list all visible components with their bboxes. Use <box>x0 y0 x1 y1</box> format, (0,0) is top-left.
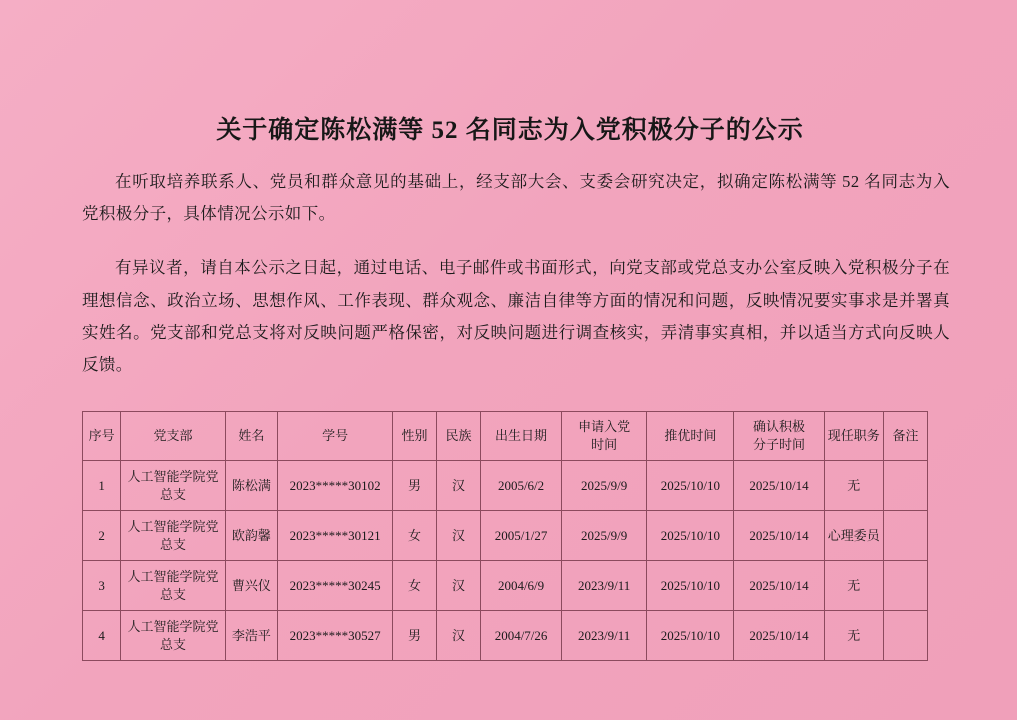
cell-nation: 汉 <box>437 561 481 611</box>
table-body <box>83 461 928 661</box>
cell-nation: 汉 <box>437 461 481 511</box>
col-confirm-time <box>734 412 824 461</box>
col-apply-time-line2: 时间 <box>591 437 618 453</box>
cell-student-id: 2023*****30102 <box>278 461 393 511</box>
cell-seq: 2 <box>83 511 121 561</box>
cell-confirm-time: 2025/10/14 <box>734 611 824 661</box>
cell-name: 曹兴仪 <box>225 561 277 611</box>
cell-branch: 人工智能学院党总支 <box>121 461 225 511</box>
cell-confirm-time: 2025/10/14 <box>734 511 824 561</box>
col-gender: 性别 <box>393 412 437 461</box>
col-post: 现任职务 <box>824 412 883 461</box>
cell-birth: 2004/6/9 <box>481 561 562 611</box>
document-sheet <box>60 18 960 702</box>
table-row <box>83 511 928 561</box>
cell-remark <box>883 511 927 561</box>
cell-gender: 男 <box>393 461 437 511</box>
cell-confirm-time: 2025/10/14 <box>734 561 824 611</box>
col-remark: 备注 <box>883 412 927 461</box>
cell-post: 心理委员 <box>824 511 883 561</box>
cell-seq: 3 <box>83 561 121 611</box>
col-nation: 民族 <box>437 412 481 461</box>
cell-branch: 人工智能学院党总支 <box>121 611 225 661</box>
cell-apply-time: 2023/9/11 <box>562 611 647 661</box>
table-row <box>83 461 928 511</box>
cell-gender: 女 <box>393 561 437 611</box>
col-birth: 出生日期 <box>481 412 562 461</box>
activists-table <box>82 411 928 661</box>
cell-birth: 2004/7/26 <box>481 611 562 661</box>
cell-remark <box>883 461 927 511</box>
cell-birth: 2005/1/27 <box>481 511 562 561</box>
cell-student-id: 2023*****30121 <box>278 511 393 561</box>
cell-post: 无 <box>824 611 883 661</box>
cell-student-id: 2023*****30245 <box>278 561 393 611</box>
cell-name: 陈松满 <box>225 461 277 511</box>
table-row <box>83 561 928 611</box>
col-recommend-time: 推优时间 <box>647 412 734 461</box>
cell-apply-time: 2023/9/11 <box>562 561 647 611</box>
col-seq: 序号 <box>83 412 121 461</box>
col-name: 姓名 <box>225 412 277 461</box>
cell-name: 李浩平 <box>225 611 277 661</box>
cell-remark <box>883 611 927 661</box>
cell-name: 欧韵馨 <box>225 511 277 561</box>
cell-apply-time: 2025/9/9 <box>562 511 647 561</box>
page-title: 关于确定陈松满等 52 名同志为入党积极分子的公示 <box>216 117 804 144</box>
cell-branch: 人工智能学院党总支 <box>121 511 225 561</box>
cell-seq: 1 <box>83 461 121 511</box>
cell-recommend-time: 2025/10/10 <box>647 561 734 611</box>
cell-birth: 2005/6/2 <box>481 461 562 511</box>
cell-post: 无 <box>824 561 883 611</box>
cell-recommend-time: 2025/10/10 <box>647 461 734 511</box>
col-apply-time <box>562 412 647 461</box>
cell-remark <box>883 561 927 611</box>
table-header-row <box>83 412 928 461</box>
cell-recommend-time: 2025/10/10 <box>647 511 734 561</box>
cell-gender: 女 <box>393 511 437 561</box>
col-confirm-time-line1: 确认积极 <box>753 419 806 435</box>
cell-recommend-time: 2025/10/10 <box>647 611 734 661</box>
col-branch: 党支部 <box>121 412 225 461</box>
cell-confirm-time: 2025/10/14 <box>734 461 824 511</box>
cell-branch: 人工智能学院党总支 <box>121 561 225 611</box>
cell-nation: 汉 <box>437 511 481 561</box>
cell-post: 无 <box>824 461 883 511</box>
cell-gender: 男 <box>393 611 437 661</box>
paragraph-1: 在听取培养联系人、党员和群众意见的基础上，经支部大会、支委会研究决定，拟确定陈松满等 52 名同志为入党积极分子，具体情况公示如下。 <box>82 172 950 224</box>
cell-nation: 汉 <box>437 611 481 661</box>
table-row <box>83 611 928 661</box>
col-confirm-time-line2: 分子时间 <box>753 437 806 453</box>
col-student-id: 学号 <box>278 412 393 461</box>
col-apply-time-line1: 申请入党 <box>578 419 631 435</box>
paragraph-2: 有异议者，请自本公示之日起，通过电话、电子邮件或书面形式，向党支部或党总支办公室反映入党积极分子在理想信念、政治立场、思想作风、工作表现、群众观念、廉洁自律等方面的情况和问题，反映情况要实事求是并署真实姓名。党支部和党总支将对反映问题严格保密，对反映问题进行调查核实，弄清事实真相，并以适当方式向反映人反馈。 <box>82 258 950 374</box>
cell-seq: 4 <box>83 611 121 661</box>
cell-apply-time: 2025/9/9 <box>562 461 647 511</box>
cell-student-id: 2023*****30527 <box>278 611 393 661</box>
table-header <box>83 412 928 461</box>
